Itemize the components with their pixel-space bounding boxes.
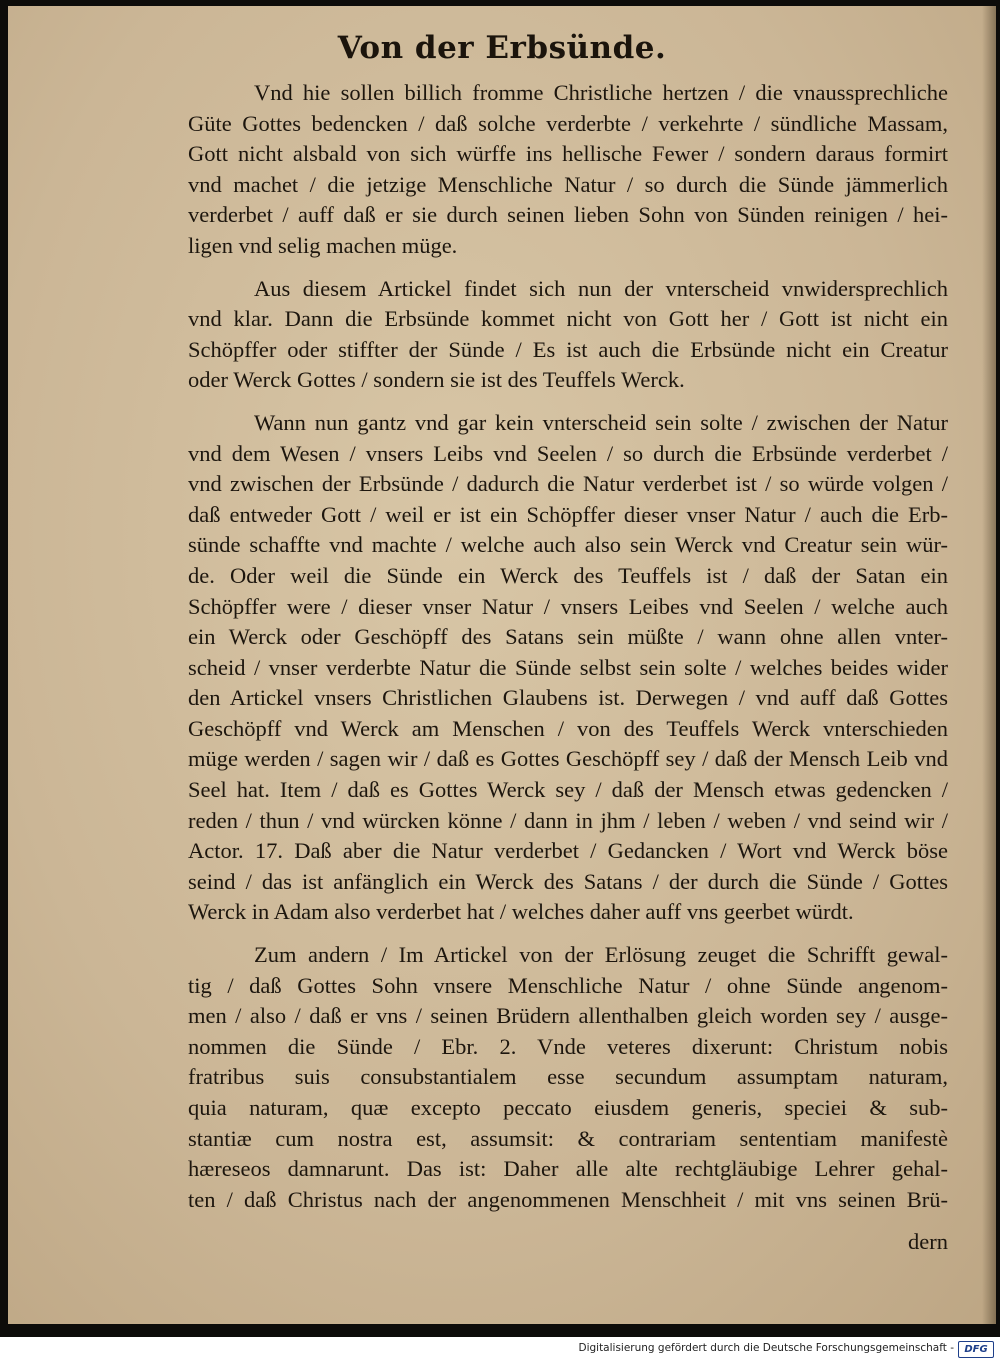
- text-line: müge werden / sagen wir / daß es Gottes Geschöpff sey / daß der Mensch Leib vnd: [188, 746, 948, 772]
- text-line: Aus diesem Artickel findet sich nun der vnterscheid vnwidersprechlich: [254, 275, 948, 301]
- book-page: [8, 6, 996, 1324]
- footer-bar: [0, 1337, 1000, 1361]
- text-line: Geschöpff vnd Werck am Menschen / von des Teuffels Werck vnterschieden: [188, 715, 948, 741]
- text-line: vnd machet / die jetzige Menschliche Natur / so durch die Sünde jämmerlich: [188, 171, 948, 197]
- text-line: ligen vnd selig machen müge.: [188, 232, 458, 258]
- text-line: Werck in Adam also verderbet hat / welches daher auff vns geerbet würdt.: [188, 899, 854, 925]
- text-line: vnd zwischen der Erbsünde / dadurch die Natur verderbet ist / so würde volgen /: [188, 471, 948, 497]
- text-line: Vnd hie sollen billich fromme Christliche hertzen / die vnaussprechliche: [254, 80, 948, 105]
- text-line: verderbet / auff daß er sie durch seinen lieben Sohn von Sünden reinigen / hei-: [188, 202, 948, 228]
- text-line: nommen die Sünde / Ebr. 2. Vnde veteres dixerunt: Christum nobis: [188, 1033, 948, 1059]
- text-line: men / also / daß er vns / seinen Brüdern allenthalben gleich worden sey / ausge-: [188, 1003, 948, 1029]
- running-head: Von der Erbsünde.: [337, 30, 667, 66]
- paragraph: [188, 274, 948, 396]
- paragraph: [188, 408, 948, 928]
- text-line: Wann nun gantz vnd gar kein vnterscheid sein solte / zwischen der Natur: [254, 409, 948, 435]
- text-line: den Artickel vnsers Christlichen Glaubens ist. Derwegen / vnd auff daß Gottes: [188, 685, 948, 711]
- text-line: Actor. 17. Daß aber die Natur verderbet / Gedancken / Wort vnd Werck böse: [188, 838, 948, 864]
- catchword: dern: [908, 1229, 948, 1255]
- funding-credit: Digitalisierung gefördert durch die Deutsche Forschungsgemeinschaft -: [578, 1342, 954, 1354]
- text-line: Schöpffer were / dieser vnser Natur / vnsers Leibes vnd Seelen / welche auch: [188, 593, 948, 619]
- text-line: hæreseos damnarunt. Das ist: Daher alle alte rechtgläubige Lehrer gehal-: [188, 1156, 948, 1182]
- text-line: reden / thun / vnd würcken könne / dann in jhm / leben / weben / vnd seind wir /: [188, 807, 948, 833]
- text-line: seind / das ist anfänglich ein Werck des Satans / der durch die Sünde / Gottes: [188, 868, 948, 894]
- text-line: stantiæ cum nostra est, assumsit: & contrariam sententiam manifestè: [188, 1125, 948, 1151]
- text-line: vnd klar. Dann die Erbsünde kommet nicht von Gott her / Gott ist nicht ein: [188, 306, 948, 332]
- text-line: Gott nicht alsbald von sich würffe ins hellische Fewer / sondern daraus formirt: [188, 141, 948, 167]
- text-line: sünde schaffte vnd machte / welche auch also sein Werck vnd Creatur sein wür-: [188, 532, 948, 558]
- text-line: de. Oder weil die Sünde ein Werck des Teuffels ist / daß der Satan ein: [188, 562, 948, 588]
- text-line: tig / daß Gottes Sohn vnsere Menschliche Natur / ohne Sünde angenom-: [188, 972, 948, 998]
- text-line: vnd dem Wesen / vnsers Leibs vnd Seelen / so durch die Erbsünde verderbet /: [188, 440, 948, 466]
- page-edge-shadow: [982, 6, 996, 1324]
- text-line: Seel hat. Item / daß es Gottes Werck sey / daß der Mensch etwas gedencken /: [188, 777, 948, 803]
- text-line: oder Werck Gottes / sondern sie ist des Teuffels Werck.: [188, 367, 685, 393]
- text-line: daß entweder Gott / weil er ist ein Schöpffer dieser vnser Natur / auch die Erb-: [188, 501, 948, 527]
- paragraph: [188, 78, 948, 262]
- text-line: Güte Gottes bedencken / daß solche verderbte / verkehrte / sündliche Massam,: [188, 110, 948, 136]
- text-line: scheid / vnser verderbte Natur die Sünde selbst sein solte / welches beides wider: [188, 654, 948, 680]
- text-block: [188, 78, 948, 1258]
- text-line: ten / daß Christus nach der angenommenen Menschheit / mit vns seinen Brü-: [188, 1186, 948, 1212]
- paragraph: [188, 940, 948, 1215]
- text-line: quia naturam, quæ excepto peccato eiusdem generis, speciei & sub-: [188, 1095, 948, 1120]
- dfg-logo: DFG: [958, 1341, 994, 1358]
- text-line: Schöpffer oder stiffter der Sünde / Es ist auch die Erbsünde nicht ein Creatur: [188, 336, 948, 362]
- text-line: ein Werck oder Geschöpff des Satans sein müßte / wann ohne allen vnter-: [188, 624, 948, 650]
- text-line: fratribus suis consubstantialem esse secundum assumptam naturam,: [188, 1064, 948, 1090]
- text-line: Zum andern / Im Artickel von der Erlösung zeuget die Schrifft gewal-: [254, 942, 948, 968]
